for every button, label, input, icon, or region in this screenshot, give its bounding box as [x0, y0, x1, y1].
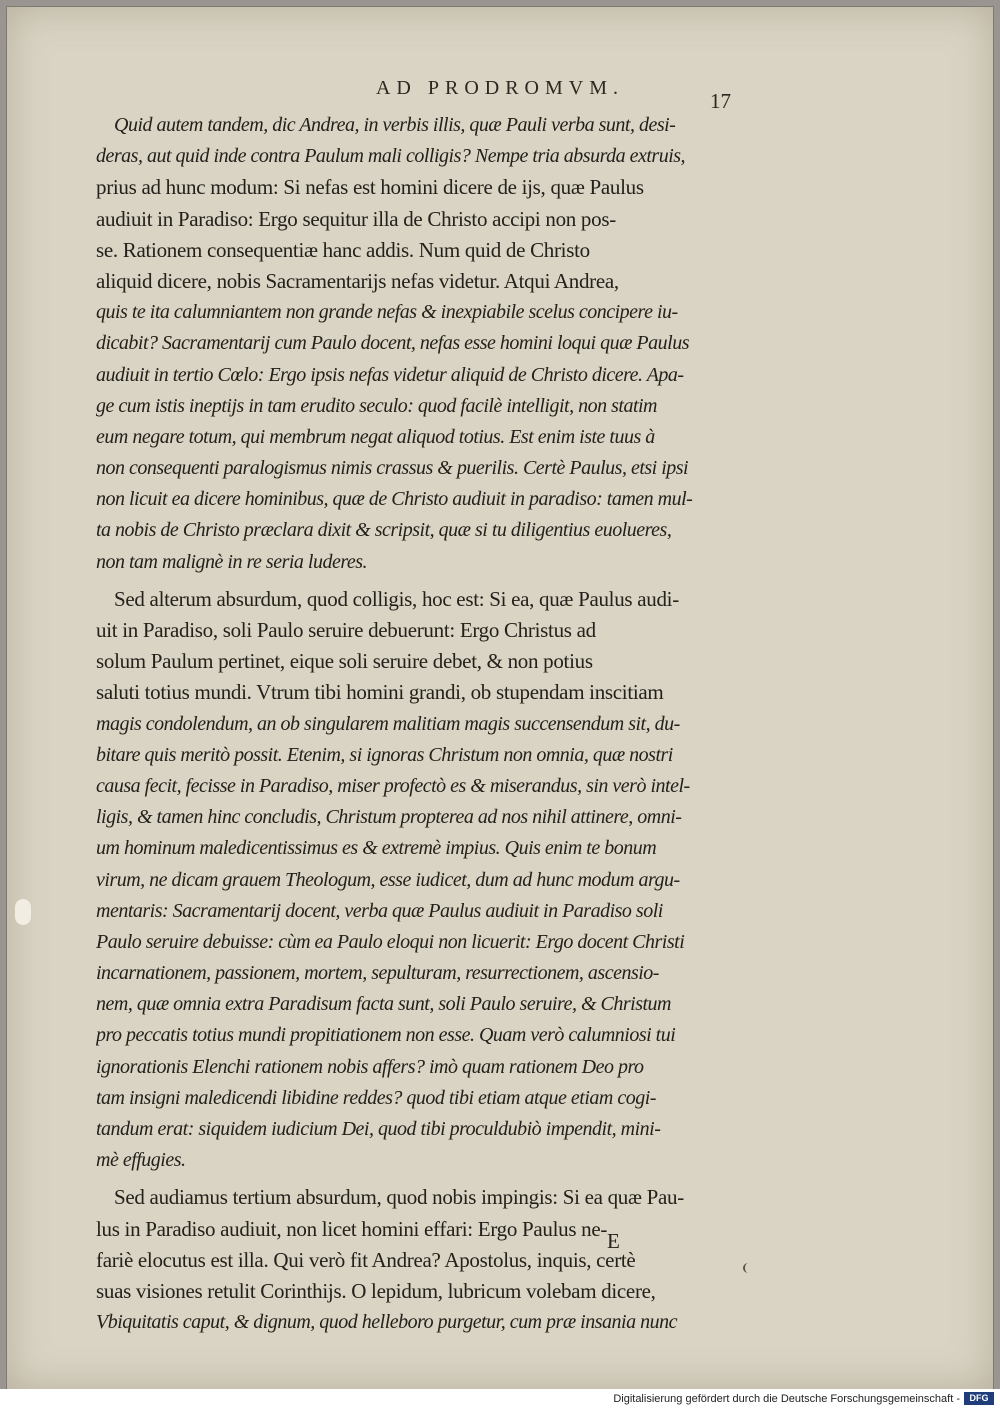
- text-line: prius ad hunc modum: Si nefas est homini dicere de ijs, quæ Paulus: [96, 175, 644, 200]
- text-line: ignorationis Elenchi rationem nobis affers? imò quam rationem Deo pro: [96, 1055, 644, 1078]
- text-line: ligis, & tamen hinc concludis, Christum propterea ad nos nihil attinere, omni-: [96, 806, 682, 829]
- text-line: um hominum maledicentissimus es & extremè impius. Quis enim te bonum: [96, 837, 657, 860]
- text-line: uit in Paradiso, soli Paulo seruire debuerunt: Ergo Christus ad: [96, 618, 596, 642]
- text-line: deras, aut quid inde contra Paulum mali colligis? Nempe tria absurda extruis,: [96, 145, 686, 168]
- text-line: aliquid dicere, nobis Sacramentarijs nefas videtur. Atqui Andrea,: [96, 268, 619, 293]
- text-line: Paulo seruire debuisse: cùm ea Paulo eloqui non licuerit: Ergo docent Christi: [96, 930, 685, 953]
- text-line: Quid autem tandem, dic Andrea, in verbis illis, quæ Pauli verba sunt, desi-: [114, 114, 676, 136]
- text-line: non consequenti paralogismus nimis crassus & puerilis. Certè Paulus, etsi ipsi: [96, 457, 689, 480]
- text-line: incarnationem, passionem, mortem, sepulturam, resurrectionem, ascensio-: [96, 962, 659, 985]
- text-line: pro peccatis totius mundi propitiationem non esse. Quam verò calumniosi tui: [96, 1024, 676, 1047]
- signature-mark: E: [607, 1229, 620, 1253]
- text-line: virum, ne dicam grauem Theologum, esse iudicet, dum ad hunc modum argu-: [96, 868, 680, 891]
- text-line: causa fecit, fecisse in Paradiso, miser profectò es & miserandus, sin verò intel-: [96, 774, 690, 797]
- text-line: non tam malignè in re seria luderes.: [96, 550, 368, 573]
- dfg-logo: DFG: [964, 1392, 994, 1405]
- book-page: [6, 6, 994, 1390]
- text-line: tandum erat: siquidem iudicium Dei, quod tibi proculdubiò impendit, mini-: [96, 1118, 661, 1140]
- ink-mark: [743, 1263, 757, 1273]
- text-line: bitare quis meritò possit. Etenim, si ignoras Christum non omnia, quæ nostri: [96, 743, 673, 766]
- text-line: tam insigni maledicendi libidine reddes? quod tibi etiam atque etiam cogi-: [96, 1086, 656, 1109]
- text-line: Sed alterum absurdum, quod colligis, hoc est: Si ea, quæ Paulus audi-: [114, 586, 679, 611]
- text-line: fariè elocutus est illa. Qui verò fit Andrea? Apostolus, inquis, certè: [96, 1247, 636, 1272]
- text-line: suas visiones retulit Corinthijs. O lepidum, lubricum volebam dicere,: [96, 1278, 656, 1303]
- running-head: AD PRODROMVM.: [375, 77, 625, 99]
- text-line: audiuit in tertio Cœlo: Ergo ipsis nefas videtur aliquid de Christo dicere. Apa-: [96, 363, 684, 386]
- text-line: Vbiquitatis caput, & dignum, quod helleboro purgetur, cum præ insania nunc: [96, 1311, 677, 1334]
- text-line: ge cum istis ineptijs in tam erudito seculo: quod facilè intelligit, non statim: [96, 394, 657, 417]
- body-text: [96, 110, 746, 1338]
- text-line: saluti totius mundi. Vtrum tibi homini grandi, ob stupendam inscitiam: [96, 680, 664, 705]
- text-line: lus in Paradiso audiuit, non licet homini effari: Ergo Paulus ne-: [96, 1216, 608, 1241]
- text-line: nem, quæ omnia extra Paradisum facta sunt, soli Paulo seruire, & Christum: [96, 993, 671, 1016]
- text-line: quis te ita calumniantem non grande nefas & inexpiabile scelus concipere iu-: [96, 301, 678, 324]
- text-line: Sed audiamus tertium absurdum, quod nobis impingis: Si ea quæ Pau-: [114, 1185, 684, 1210]
- text-line: eum negare totum, qui membrum negat aliquod totius. Est enim iste tuus à: [96, 425, 655, 448]
- text-line: solum Paulum pertinet, eique soli seruire debet, & non potius: [96, 649, 593, 674]
- footer-bar: [0, 1389, 1000, 1409]
- digitization-credit: Digitalisierung gefördert durch die Deutsche Forschungsgemeinschaft -: [613, 1393, 960, 1405]
- text-line: mè effugies.: [96, 1149, 186, 1172]
- text-line: magis condolendum, an ob singularem malitiam magis succensendum sit, du-: [96, 712, 680, 735]
- text-line: non licuit ea dicere hominibus, quæ de Christo audiuit in paradiso: tamen mul-: [96, 488, 693, 511]
- text-line: se. Rationem consequentiæ hanc addis. Num quid de Christo: [96, 237, 590, 262]
- text-line: dicabit? Sacramentarij cum Paulo docent, nefas esse homini loqui quæ Paulus: [96, 332, 689, 355]
- binding-hole: [15, 899, 31, 925]
- text-line: ta nobis de Christo præclara dixit & scripsit, quæ si tu diligentius euolueres,: [96, 519, 672, 542]
- text-line: mentaris: Sacramentarij docent, verba quæ Paulus audiuit in Paradiso soli: [96, 899, 663, 922]
- text-line: audiuit in Paradiso: Ergo sequitur illa de Christo accipi non pos-: [96, 206, 616, 231]
- page-number: 17: [710, 89, 731, 113]
